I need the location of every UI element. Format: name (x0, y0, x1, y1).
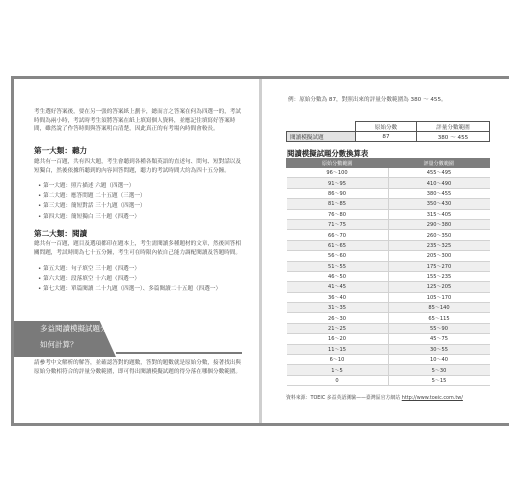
table-cell: 5～30 (388, 365, 490, 375)
table-body (287, 168, 490, 386)
table-header-cell: 原始分數範圍 (287, 159, 389, 168)
table-cell: 36～40 (287, 292, 389, 302)
list-item-text: 第三大題：簡短對話 三十九題（四選一） (43, 203, 146, 210)
table-cell: 55～90 (388, 323, 490, 333)
list-item-text: 第七大題：單篇閱讀 二十九題（四選一）、多篇閱讀二十五題（四選一） (43, 286, 222, 293)
table-cell: 5～15 (388, 375, 490, 385)
table-cell: 66～70 (287, 230, 389, 240)
conversion-table-title: 閱讀模擬試題分數換算表 (287, 149, 369, 158)
table-row (287, 261, 490, 271)
table-header-row (287, 122, 490, 132)
table-header-cell: 評量分數範圍 (416, 122, 489, 132)
table-cell: 0 (287, 375, 389, 385)
table-row (287, 132, 490, 142)
example-text: 例：原始分數為 87，對照出來的評量分數範圍為 380 ～ 455。 (288, 97, 447, 103)
table-row (287, 323, 490, 333)
table-row (287, 271, 490, 281)
table-row (287, 230, 490, 240)
list-item: • 第二大題：應答問題 二十五題（三選一） (38, 193, 146, 200)
table-row (287, 178, 490, 188)
table-cell: 85～140 (388, 303, 490, 313)
table-cell: 56～60 (287, 251, 389, 261)
table-header-row (287, 159, 490, 168)
table-cell: 45～75 (388, 334, 490, 344)
table-cell: 51～55 (287, 261, 389, 271)
table-cell: 315～405 (388, 209, 490, 219)
table-cell: 86～90 (287, 188, 389, 198)
table-row (287, 209, 490, 219)
list-item: • 第五大題：句子填空 三十題（四選一） (38, 266, 140, 272)
list-item-text: 第一大題：照片描述 六題（四選一） (43, 183, 135, 189)
list-item: • 第六大題：段落填空 十六題（四選一） (38, 276, 140, 283)
list-item-text: 第二大題：應答問題 二十五題（三選一） (43, 193, 146, 200)
table-row (287, 313, 490, 323)
source-text: 資料來源：TOEIC 多益英語測驗——臺灣區官方網站 (286, 395, 402, 401)
list-item-text: 第四大題：簡短獨白 三十題（四選一） (43, 213, 140, 220)
table-cell: 380～455 (388, 188, 490, 198)
banner-title-line1: 多益閱讀模擬試題分數 (40, 324, 115, 333)
table-cell: 6～10 (287, 355, 389, 365)
table-row (287, 219, 490, 229)
list-item-text: 第五大題：句子填空 三十題（四選一） (43, 266, 140, 272)
banner-title-line2: 如何計算？ (40, 340, 78, 349)
table-row (287, 199, 490, 209)
table-cell: 10～40 (388, 355, 490, 365)
table-cell: 380 ～ 455 (416, 132, 489, 142)
table-row (287, 188, 490, 198)
table-row (287, 334, 490, 344)
table-row (287, 251, 490, 261)
table-cell (287, 122, 356, 132)
table-cell: 410～490 (388, 178, 490, 188)
intro-paragraph: 考生選好答案後，要在另一張的答案紙上劃卡，總而言之答案在何為四選一的，考試時間為兩小時，考試時考生須將答案在紙上填寫個人資料，並應記住填寫好答案時間，雖然說了作答時間與答案明白清楚，因此真正的有考場內時間會較長。 (34, 109, 241, 133)
table-cell: 31～35 (287, 303, 389, 313)
table-row (287, 355, 490, 365)
score-summary-table (286, 121, 490, 142)
reading-heading: 第二大類：閱讀 (34, 229, 88, 238)
table-row (287, 282, 490, 292)
table-cell: 81～85 (287, 199, 389, 209)
table-header-cell: 原始分數 (356, 122, 417, 132)
table-cell: 91～95 (287, 178, 389, 188)
table-row (287, 344, 490, 354)
list-item: • 第一大題：照片描述 六題（四選一） (38, 183, 135, 189)
table-cell: 76～80 (287, 209, 389, 219)
banner-underline (116, 352, 242, 354)
table-cell: 71～75 (287, 219, 389, 229)
table-cell: 350～430 (388, 199, 490, 209)
score-conversion-table (286, 158, 490, 386)
table-cell: 260～350 (388, 230, 490, 240)
table-cell: 96～100 (287, 168, 389, 178)
table-cell: 11～15 (287, 344, 389, 354)
table-cell: 65～115 (388, 313, 490, 323)
reading-part-list (38, 264, 238, 295)
table-cell: 61～65 (287, 240, 389, 250)
listening-heading: 第一大類：聽力 (34, 146, 88, 155)
list-item: • 第七大題：單篇閱讀 二十九題（四選一）、多篇閱讀二十五題（四選一） (38, 286, 222, 293)
table-cell: 46～50 (287, 271, 389, 281)
table-row (287, 375, 490, 385)
reading-paragraph: 總共有一百題，題目及選項都印在題本上，考生需閱讀多種題材的文章，然後回答相關問題，考試時間為七十五分鐘，考生可在時限內依自己能力調配閱讀及答題時間。 (34, 241, 241, 256)
table-row (287, 240, 490, 250)
table-cell: 205～300 (388, 251, 490, 261)
table-cell: 235～325 (388, 240, 490, 250)
source-link[interactable]: http://www.toeic.com.tw/ (401, 395, 463, 401)
table-cell: 87 (356, 132, 417, 142)
table-cell: 21～25 (287, 323, 389, 333)
table-cell: 26～30 (287, 313, 389, 323)
table-row (287, 292, 490, 302)
table-cell: 1～5 (287, 365, 389, 375)
table-cell: 125～205 (388, 282, 490, 292)
table-row-label: 閱讀模擬試題 (287, 132, 356, 142)
table-row (287, 365, 490, 375)
table-cell: 175～270 (388, 261, 490, 271)
table-cell: 155～235 (388, 271, 490, 281)
table-cell: 41～45 (287, 282, 389, 292)
list-item: • 第三大題：簡短對話 三十九題（四選一） (38, 203, 146, 210)
list-item: • 第四大題：簡短獨白 三十題（四選一） (38, 213, 140, 220)
table-cell: 105～170 (388, 292, 490, 302)
table-cell: 16～20 (287, 334, 389, 344)
source-citation (286, 394, 463, 401)
table-row (287, 303, 490, 313)
list-item-text: 第六大題：段落填空 十六題（四選一） (43, 276, 140, 283)
listening-paragraph: 總共有一百題，共有四大題，考生會聽到各種各類英語的直述句、問句、短對話以及短獨白，然後依據所聽到的內容回答問題，聽力的考試時間大約為四十五分鐘。 (34, 159, 241, 174)
table-cell: 290～380 (388, 219, 490, 229)
scoring-explanation: 請參考中文解析的解答，並確認答對的題數，答對的題數就是原始分數，接著找出與原始分數相符合的評量分數範圍，即可得出閱讀模擬試題的得分落在哪個分數範圍。 (34, 360, 241, 375)
listening-part-list (38, 181, 238, 222)
table-row (287, 168, 490, 178)
table-header-cell: 評量分數範圍 (388, 159, 490, 168)
table-cell: 455～495 (388, 168, 490, 178)
table-cell: 30～55 (388, 344, 490, 354)
